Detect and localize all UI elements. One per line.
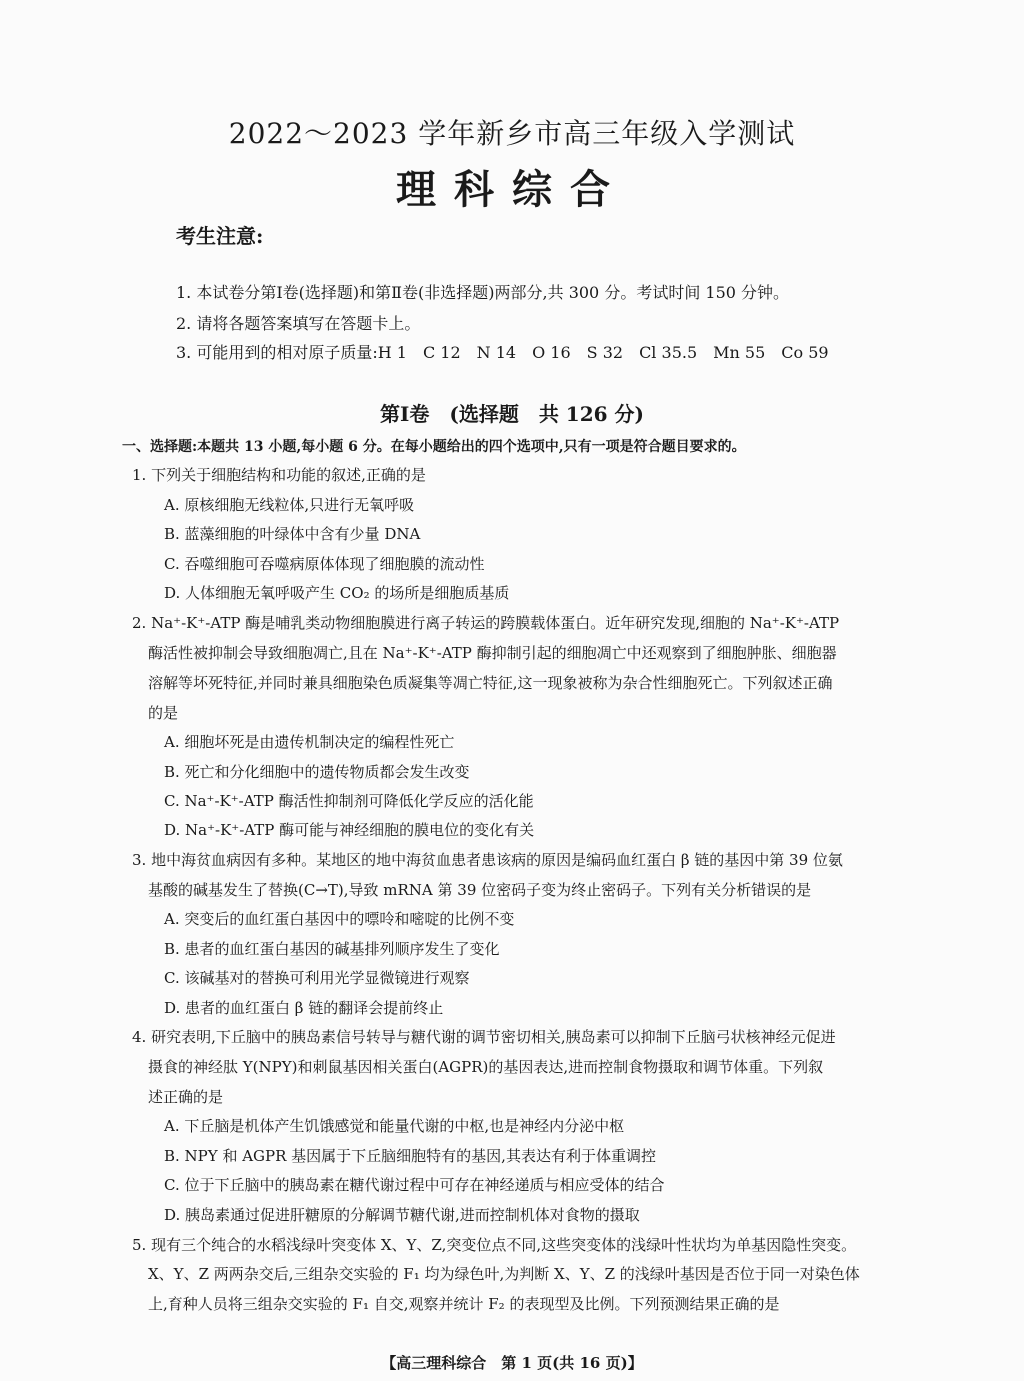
- question-4-stem: 4. 研究表明,下丘脑中的胰岛素信号转导与糖代谢的调节密切相关,胰岛素可以抑制下丘脑弓状核神经元促进: [132, 1028, 836, 1046]
- question-3-option-c: C. 该碱基对的替换可利用光学显微镜进行观察: [164, 969, 470, 987]
- question-2-stem: 溶解等坏死特征,并同时兼具细胞染色质凝集等凋亡特征,这一现象被称为杂合性细胞死亡。下列叙述正确: [148, 674, 833, 692]
- exam-title: 2022～2023 学年新乡市高三年级入学测试: [228, 117, 796, 150]
- question-3-stem: 基酸的碱基发生了替换(C→T),导致 mRNA 第 39 位密码子变为终止密码子。下列有关分析错误的是: [148, 881, 812, 899]
- question-2-option-b: B. 死亡和分化细胞中的遗传物质都会发生改变: [164, 763, 470, 781]
- question-2-option-d: D. Na⁺-K⁺-ATP 酶可能与神经细胞的膜电位的变化有关: [164, 821, 535, 839]
- section-title: 第Ⅰ卷 (选择题 共 126 分): [380, 402, 644, 426]
- question-2-option-a: A. 细胞坏死是由遗传机制决定的编程性死亡: [164, 733, 455, 751]
- question-4-stem: 述正确的是: [148, 1088, 224, 1106]
- question-5-stem: X、Y、Z 两两杂交后,三组杂交实验的 F₁ 均为绿色叶,为判断 X、Y、Z 的浅绿叶基因是否位于同一对染色体: [148, 1265, 860, 1283]
- question-3-option-a: A. 突变后的血红蛋白基因中的嘌呤和嘧啶的比例不变: [164, 910, 515, 928]
- notice-line: 1. 本试卷分第Ⅰ卷(选择题)和第Ⅱ卷(非选择题)两部分,共 300 分。考试时间 150 分钟。: [176, 283, 790, 302]
- question-4-option-b: B. NPY 和 AGPR 基因属于下丘脑细胞特有的基因,其表达有利于体重调控: [164, 1147, 656, 1165]
- notice-line: 2. 请将各题答案填写在答题卡上。: [176, 314, 421, 333]
- question-4-option-a: A. 下丘脑是机体产生饥饿感觉和能量代谢的中枢,也是神经内分泌中枢: [164, 1117, 625, 1135]
- subject-title: 理科综合: [396, 166, 628, 213]
- question-3-option-d: D. 患者的血红蛋白 β 链的翻译会提前终止: [164, 999, 444, 1017]
- question-1-option-c: C. 吞噬细胞可吞噬病原体体现了细胞膜的流动性: [164, 555, 485, 573]
- question-2-option-c: C. Na⁺-K⁺-ATP 酶活性抑制剂可降低化学反应的活化能: [164, 792, 534, 810]
- section-intro: 一、选择题:本题共 13 小题,每小题 6 分。在每小题给出的四个选项中,只有一项是符合题目要求的。: [122, 439, 746, 455]
- question-2-stem: 的是: [148, 704, 179, 722]
- question-2-stem: 酶活性被抑制会导致细胞凋亡,且在 Na⁺-K⁺-ATP 酶抑制引起的细胞凋亡中还观察到了细胞肿胀、细胞器: [148, 644, 837, 662]
- question-3-stem: 3. 地中海贫血病因有多种。某地区的地中海贫血患者患该病的原因是编码血红蛋白 β 链的基因中第 39 位氨: [132, 851, 843, 869]
- question-5-stem: 5. 现有三个纯合的水稻浅绿叶突变体 X、Y、Z,突变位点不同,这些突变体的浅绿叶性状均为单基因隐性突变。: [132, 1236, 857, 1254]
- question-2-stem: 2. Na⁺-K⁺-ATP 酶是哺乳类动物细胞膜进行离子转运的跨膜载体蛋白。近年研究发现,细胞的 Na⁺-K⁺-ATP: [132, 614, 840, 632]
- question-4-stem: 摄食的神经肽 Y(NPY)和刺鼠基因相关蛋白(AGPR)的基因表达,进而控制食物摄取和调节体重。下列叙: [148, 1058, 824, 1076]
- question-4-option-d: D. 胰岛素通过促进肝糖原的分解调节糖代谢,进而控制机体对食物的摄取: [164, 1206, 640, 1224]
- question-3-option-b: B. 患者的血红蛋白基因的碱基排列顺序发生了变化: [164, 940, 500, 958]
- question-4-option-c: C. 位于下丘脑中的胰岛素在糖代谢过程中可存在神经递质与相应受体的结合: [164, 1176, 665, 1194]
- page-footer: 【高三理科综合 第 1 页(共 16 页)】: [381, 1354, 643, 1372]
- notice-line: 3. 可能用到的相对原子质量:H 1 C 12 N 14 O 16 S 32 Cl 35.5 Mn 55 Co 59: [176, 343, 829, 362]
- question-1-option-a: A. 原核细胞无线粒体,只进行无氧呼吸: [164, 496, 415, 514]
- question-5-stem: 上,育种人员将三组杂交实验的 F₁ 自交,观察并统计 F₂ 的表现型及比例。下列预测结果正确的是: [148, 1295, 780, 1313]
- notice-heading: 考生注意:: [176, 224, 264, 248]
- question-1-stem: 1. 下列关于细胞结构和功能的叙述,正确的是: [132, 466, 426, 484]
- question-1-option-d: D. 人体细胞无氧呼吸产生 CO₂ 的场所是细胞质基质: [164, 584, 510, 602]
- question-1-option-b: B. 蓝藻细胞的叶绿体中含有少量 DNA: [164, 525, 421, 543]
